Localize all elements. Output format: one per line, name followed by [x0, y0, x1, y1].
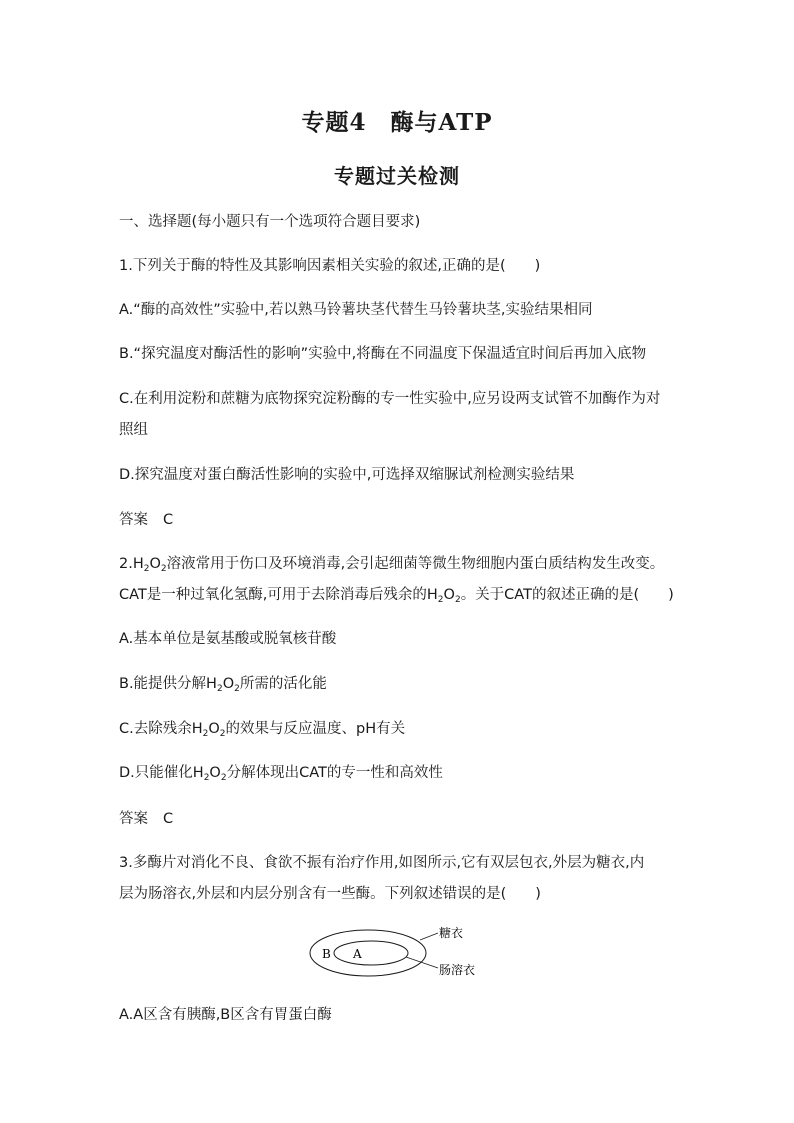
- inner-coating-pointer: [406, 957, 438, 968]
- q1-option-b: B.“探究温度对酶活性的影响”实验中,将酶在不同温度下保温适宜时间后再加入底物: [119, 346, 647, 362]
- q2-stem-line2: CAT是一种过氧化氢酶,可用于去除消毒后残余的$H_2O_2$。关于CAT的叙述正确的是( ): [119, 587, 674, 605]
- q2-option-d: D.只能催化$H_2O_2$分解体现出CAT的专一性和高效性: [119, 765, 443, 783]
- q1-option-d: D.探究温度对蛋白酶活性影响的实验中,可选择双缩脲试剂检测实验结果: [119, 467, 575, 483]
- q2-stem-line1: $2.H_2O_2$溶液常用于伤口及环境消毒,会引起细菌等微生物细胞内蛋白质结构发生改变。: [119, 556, 665, 574]
- page-title: 专题4 酶与ATP: [301, 109, 493, 136]
- q1-option-a: A.“酶的高效性”实验中,若以熟马铃薯块茎代替生马铃薯块茎,实验结果相同: [119, 302, 593, 318]
- q3-stem-line1: 3.多酶片对消化不良、食欲不振有治疗作用,如图所示,它有双层包衣,外层为糖衣,内: [119, 855, 645, 871]
- tablet-diagram: [308, 924, 488, 984]
- tablet-diagram-svg: [308, 924, 488, 984]
- q1-stem: 1.下列关于酶的特性及其影响因素相关实验的叙述,正确的是( ): [119, 258, 541, 274]
- inner-coating-label: 肠溶衣: [439, 963, 476, 977]
- region-b-label: B: [322, 947, 331, 961]
- q2-answer-value: C: [163, 811, 174, 827]
- outer-coating-pointer: [420, 933, 438, 940]
- outer-coating-label: 糖衣: [439, 926, 464, 940]
- q2-option-c: C.去除残余$H_2O_2$的效果与反应温度、pH有关: [119, 721, 406, 739]
- q1-option-c-line1: C.在利用淀粉和蔗糖为底物探究淀粉酶的专一性实验中,应另设两支试管不加酶作为对: [119, 391, 661, 407]
- q1-answer: [119, 509, 173, 531]
- region-a-label: A: [353, 947, 362, 961]
- q2-answer-label: 答案: [119, 811, 148, 827]
- q1-answer-label: 答案: [119, 512, 148, 528]
- inner-coating-ellipse: [334, 941, 408, 965]
- section-heading: 一、选择题(每小题只有一个选项符合题目要求): [119, 214, 421, 230]
- q3-option-a: A.A区含有胰酶,B区含有胃蛋白酶: [119, 1007, 332, 1023]
- q2-answer: [119, 808, 173, 830]
- q2-option-b: B.能提供分解$H_2O_2$所需的活化能: [119, 676, 327, 694]
- q1-answer-value: C: [163, 512, 174, 528]
- q2-option-a: A.基本单位是氨基酸或脱氧核苷酸: [119, 631, 337, 647]
- page-subtitle: 专题过关检测: [334, 164, 460, 188]
- q3-stem-line2: 层为肠溶衣,外层和内层分别含有一些酶。下列叙述错误的是( ): [119, 886, 541, 902]
- q1-option-c-line2: 照组: [119, 422, 148, 438]
